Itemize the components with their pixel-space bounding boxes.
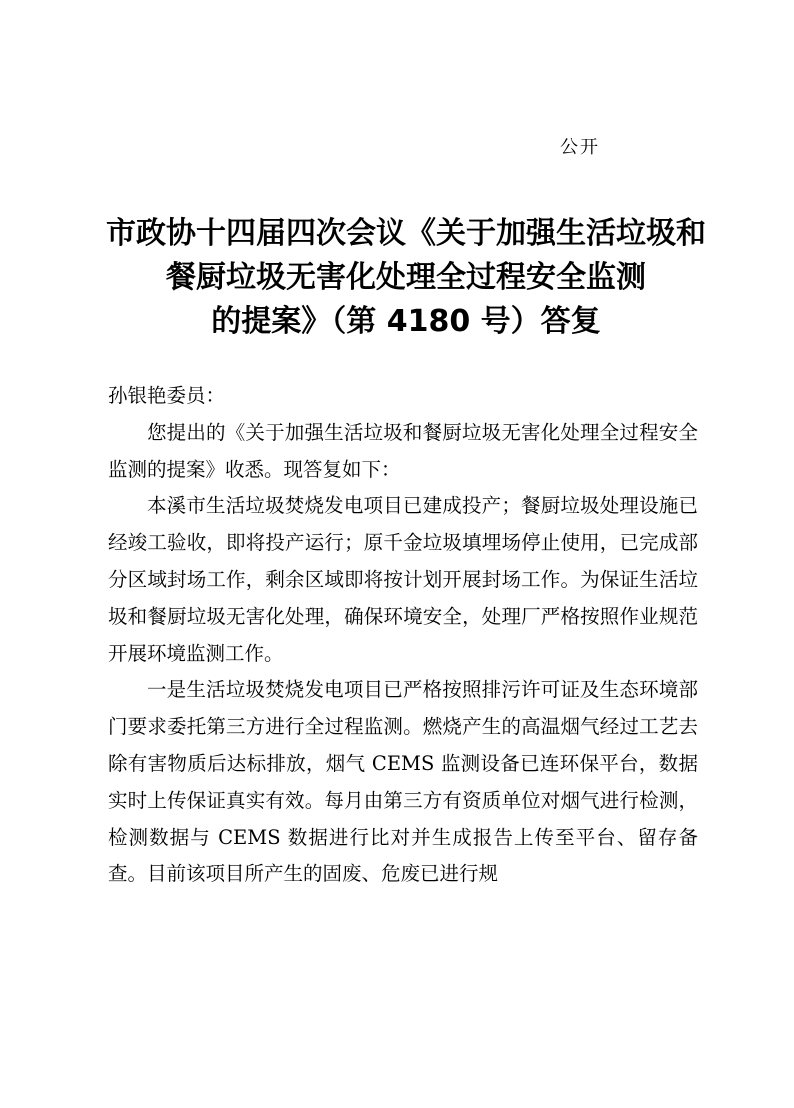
paragraph-acknowledgement: 您提出的《关于加强生活垃圾和餐厨垃圾无害化处理全过程安全监测的提案》收悉。现答复如下： [108,420,698,481]
paragraph-facilities-status: 本溪市生活垃圾焚烧发电项目已建成投产；餐厨垃圾处理设施已经竣工验收，即将投产运行；原千金垃圾填埋场停止使用，已完成部分区域封场工作，剩余区域即将按计划开展封场工作。为保证生活垃圾和餐厨垃圾无害化处理，确保环境安全，处理厂严格按照作业规范开展环境监测工作。 [108,494,698,665]
title-line-2: 餐厨垃圾无害化处理全过程安全监测 [166,260,646,295]
paragraph-incineration-monitoring: 一是生活垃圾焚烧发电项目已严格按照排污许可证及生态环境部门要求委托第三方进行全过程监测。燃烧产生的高温烟气经过工艺去除有害物质后达标排放，烟气 CEMS 监测设备已连环保平台，数据实时上传保证真实有效。每月由第三方有资质单位对烟气进行检测，检测数据与 CEMS 数据进行比对并生成报告上传至平台、留存备查。目前该项目所产生的固废、危废已进行规 [108,678,698,886]
title-line-1: 市政协十四届四次会议《关于加强生活垃圾和 [106,216,706,251]
salutation: 孙银艳委员： [108,384,226,407]
title-line-3: 的提案》（第 4180 号）答复 [211,304,601,339]
disclosure-label: 公开 [560,137,600,158]
document-title [96,212,716,344]
document-body [108,378,698,893]
